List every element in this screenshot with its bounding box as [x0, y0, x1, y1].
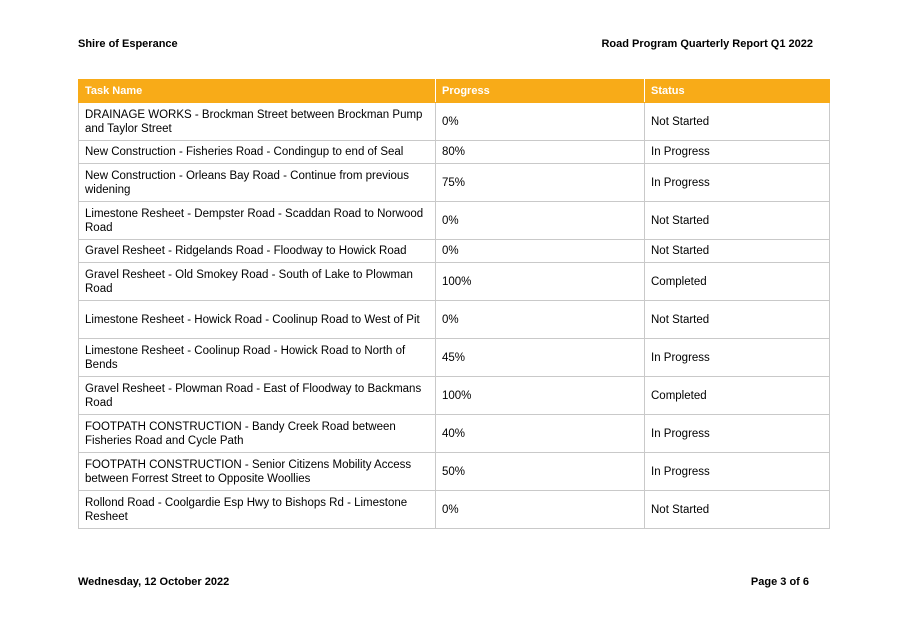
status-cell: Not Started	[645, 202, 830, 240]
status-cell: Not Started	[645, 103, 830, 141]
progress-cell: 40%	[436, 415, 645, 453]
task-name-cell: FOOTPATH CONSTRUCTION - Senior Citizens Mobility Access between Forrest Street to Opposite Woollies	[79, 453, 436, 491]
status-cell: In Progress	[645, 141, 830, 164]
task-name-cell: Gravel Resheet - Ridgelands Road - Floodway to Howick Road	[79, 240, 436, 263]
progress-cell: 0%	[436, 491, 645, 529]
table-row	[79, 202, 830, 240]
task-name-cell: Rollond Road - Coolgardie Esp Hwy to Bishops Rd - Limestone Resheet	[79, 491, 436, 529]
progress-cell: 0%	[436, 202, 645, 240]
progress-cell: 100%	[436, 377, 645, 415]
table-header-row	[79, 80, 830, 103]
table-row	[79, 415, 830, 453]
progress-cell: 0%	[436, 103, 645, 141]
progress-cell: 50%	[436, 453, 645, 491]
progress-cell: 45%	[436, 339, 645, 377]
table-row	[79, 339, 830, 377]
task-name-cell: Limestone Resheet - Howick Road - Coolinup Road to West of Pit	[79, 301, 436, 339]
report-title: Road Program Quarterly Report Q1 2022	[601, 38, 813, 50]
status-cell: In Progress	[645, 415, 830, 453]
task-name-cell: New Construction - Fisheries Road - Condingup to end of Seal	[79, 141, 436, 164]
column-header-progress: Progress	[436, 80, 645, 103]
task-name-cell: Limestone Resheet - Dempster Road - Scaddan Road to Norwood Road	[79, 202, 436, 240]
report-date: Wednesday, 12 October 2022	[78, 576, 230, 588]
progress-cell: 100%	[436, 263, 645, 301]
table-row	[79, 164, 830, 202]
task-name-cell: Gravel Resheet - Plowman Road - East of Floodway to Backmans Road	[79, 377, 436, 415]
task-name-cell: New Construction - Orleans Bay Road - Continue from previous widening	[79, 164, 436, 202]
table-row	[79, 301, 830, 339]
status-cell: Completed	[645, 377, 830, 415]
progress-cell: 80%	[436, 141, 645, 164]
table-row	[79, 453, 830, 491]
status-cell: Not Started	[645, 491, 830, 529]
status-cell: Completed	[645, 263, 830, 301]
table-row	[79, 491, 830, 529]
status-cell: Not Started	[645, 301, 830, 339]
status-cell: In Progress	[645, 339, 830, 377]
table-row	[79, 240, 830, 263]
table-row	[79, 377, 830, 415]
table-row	[79, 141, 830, 164]
table-row	[79, 103, 830, 141]
status-cell: Not Started	[645, 240, 830, 263]
progress-cell: 0%	[436, 240, 645, 263]
column-header-status: Status	[645, 80, 830, 103]
progress-cell: 0%	[436, 301, 645, 339]
status-cell: In Progress	[645, 453, 830, 491]
task-name-cell: DRAINAGE WORKS - Brockman Street between Brockman Pump and Taylor Street	[79, 103, 436, 141]
task-name-cell: Limestone Resheet - Coolinup Road - Howick Road to North of Bends	[79, 339, 436, 377]
task-name-cell: FOOTPATH CONSTRUCTION - Bandy Creek Road between Fisheries Road and Cycle Path	[79, 415, 436, 453]
task-name-cell: Gravel Resheet - Old Smokey Road - South of Lake to Plowman Road	[79, 263, 436, 301]
column-header-task: Task Name	[79, 80, 436, 103]
status-cell: In Progress	[645, 164, 830, 202]
table-row	[79, 263, 830, 301]
progress-cell: 75%	[436, 164, 645, 202]
organisation-name: Shire of Esperance	[78, 38, 178, 50]
page-number: Page 3 of 6	[750, 576, 809, 588]
road-program-table	[78, 79, 830, 529]
